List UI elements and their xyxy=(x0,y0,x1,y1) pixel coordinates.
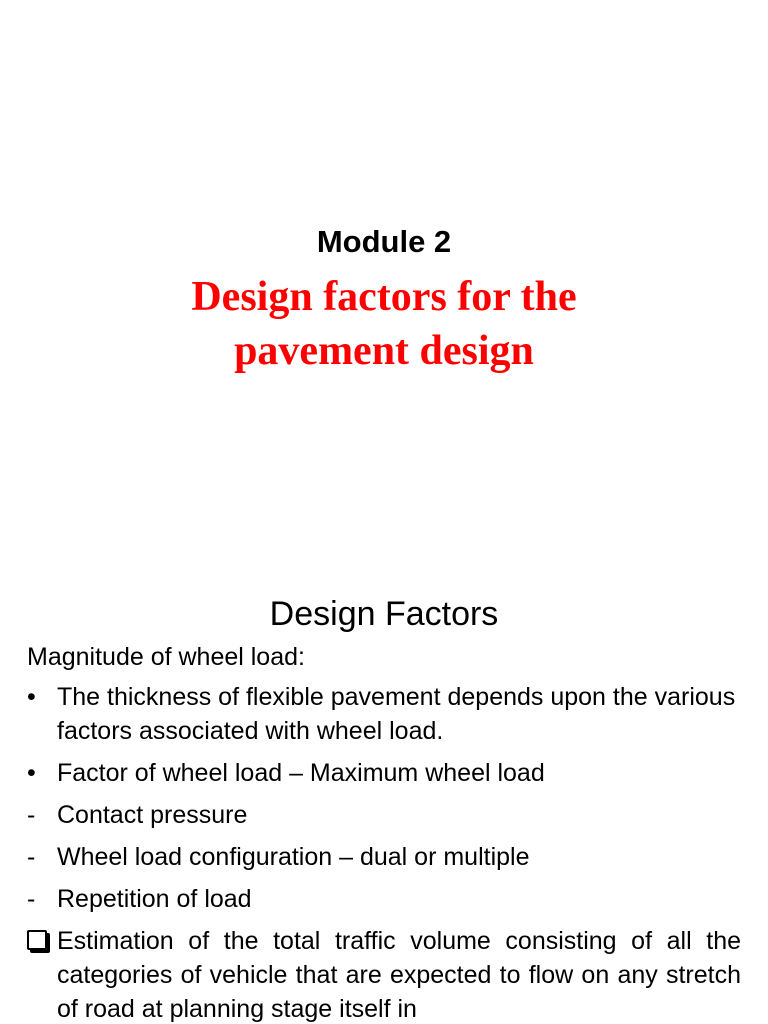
list-item-dash xyxy=(27,840,741,874)
list-item-bullet xyxy=(27,756,741,790)
list-item-bullet xyxy=(27,680,741,748)
dash-marker: - xyxy=(27,885,36,913)
slide-title xyxy=(0,270,768,378)
list-item-text: Estimation of the total traffic volume consisting of all the categories of vehicle that are expected to flow on any stretch of road at planning stage itself in xyxy=(57,927,741,1023)
list-item-checkbox xyxy=(27,924,741,1024)
list-item-text: Repetition of load xyxy=(57,885,252,913)
section-heading: Design Factors xyxy=(269,595,499,633)
intro-text: Magnitude of wheel load: xyxy=(27,643,305,671)
content-slide xyxy=(0,576,768,1024)
list-item-text: Contact pressure xyxy=(57,801,248,829)
bullet-marker: • xyxy=(27,683,36,711)
list-item-dash xyxy=(27,798,741,832)
list-item-dash xyxy=(27,882,741,916)
slide-title-line-2: pavement design xyxy=(234,328,534,374)
module-label: Module 2 xyxy=(316,224,452,259)
dash-marker: - xyxy=(27,801,36,829)
checkbox-icon xyxy=(27,930,47,950)
list-item-text: Wheel load configuration – dual or multiple xyxy=(57,843,530,871)
content-body xyxy=(27,640,741,1024)
list-item-text: The thickness of flexible pavement depends upon the various factors associated with wheel load. xyxy=(57,683,736,745)
slide-title-line-1: Design factors for the xyxy=(191,274,577,320)
dash-marker: - xyxy=(27,843,36,871)
bullet-marker: • xyxy=(27,759,36,787)
list-item-text: Factor of wheel load – Maximum wheel load xyxy=(57,759,545,787)
